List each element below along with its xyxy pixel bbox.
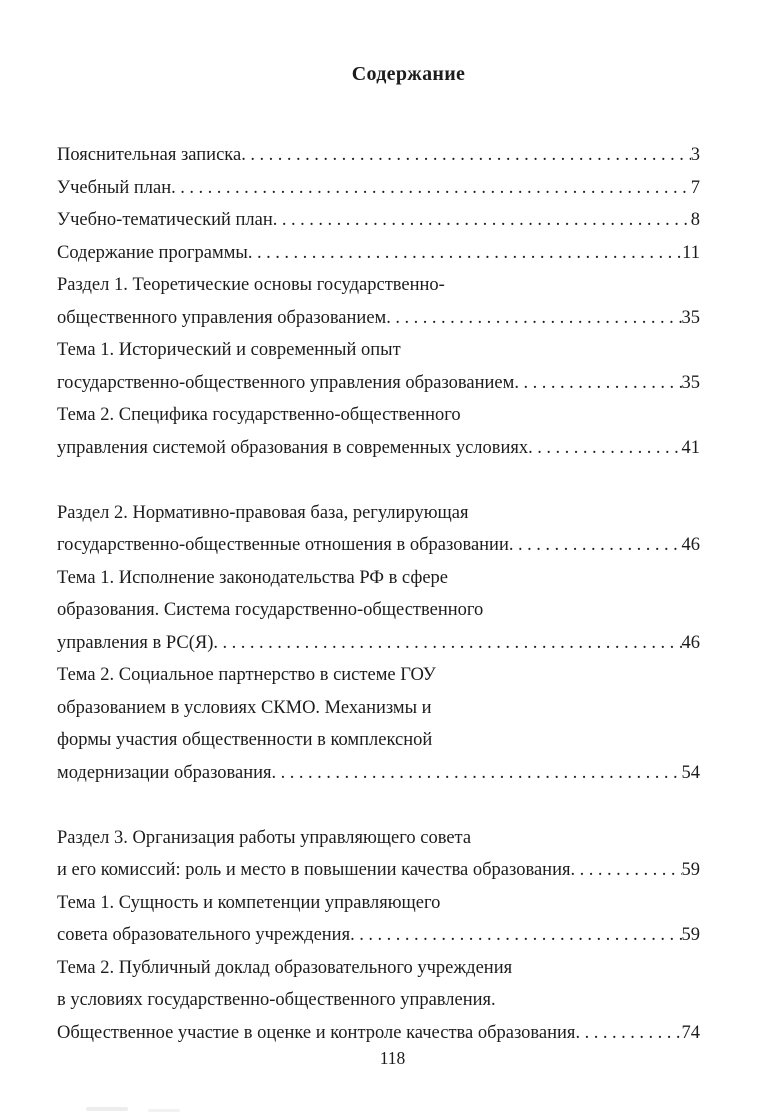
page-title: Содержание bbox=[351, 63, 466, 85]
toc-entry bbox=[57, 659, 700, 692]
toc-spacer bbox=[57, 789, 700, 822]
toc-entry bbox=[57, 334, 700, 367]
toc-dot-leader bbox=[213, 627, 681, 660]
toc-entry bbox=[57, 529, 700, 562]
toc-entry-text: Пояснительная записка bbox=[57, 145, 242, 165]
toc-entry bbox=[57, 854, 700, 887]
toc-entry bbox=[57, 269, 700, 302]
toc-entry bbox=[57, 984, 700, 1017]
toc-entry-text: в условиях государственно-общественного управления. bbox=[57, 990, 496, 1010]
toc-dot-leader bbox=[570, 854, 681, 887]
toc-entry-text: Тема 2. Публичный доклад образовательного учреждения bbox=[57, 957, 513, 978]
toc-entry bbox=[57, 724, 700, 757]
toc-entry-text: управления системой образования в современных условиях bbox=[57, 437, 529, 458]
toc-entry-page: 35 bbox=[681, 372, 700, 393]
toc-entry-text: и его комиссий: роль и место в повышении качества образования bbox=[57, 860, 571, 880]
toc-entry-text: Тема 1. Исторический и современный опыт bbox=[57, 340, 401, 360]
toc-dot-leader bbox=[272, 757, 682, 790]
toc-entry-text: общественного управления образованием bbox=[57, 307, 387, 328]
toc-entry-page: 46 bbox=[681, 535, 700, 555]
toc-entry bbox=[57, 594, 700, 627]
toc-entry bbox=[57, 1017, 700, 1050]
table-of-contents bbox=[57, 139, 700, 1049]
toc-entry-text: Общественное участие в оценке и контроле качества образования bbox=[57, 1022, 576, 1043]
toc-dot-leader bbox=[575, 1017, 681, 1050]
toc-entry-page: 7 bbox=[690, 177, 700, 198]
toc-entry-page: 41 bbox=[681, 437, 700, 458]
toc-dot-leader bbox=[241, 139, 691, 172]
toc-entry-text: образованием в условиях СКМО. Механизмы и bbox=[57, 697, 432, 718]
toc-entry-page: 11 bbox=[682, 242, 700, 263]
toc-entry-text: Раздел 1. Теоретические основы государственно- bbox=[57, 275, 445, 295]
toc-entry-text: образования. Система государственно-общественного bbox=[57, 600, 484, 620]
toc-entry bbox=[57, 627, 700, 660]
toc-entry bbox=[57, 497, 700, 530]
toc-entry-text: Тема 1. Сущность и компетенции управляющего bbox=[57, 892, 441, 913]
toc-entry-text: Содержание программы bbox=[57, 242, 248, 263]
toc-entry-page: 54 bbox=[681, 762, 700, 783]
page-number: 118 bbox=[379, 1048, 406, 1068]
toc-entry-text: модернизации образования bbox=[57, 762, 272, 783]
toc-entry-page: 46 bbox=[681, 632, 700, 653]
toc-entry bbox=[57, 692, 700, 725]
toc-entry-page: 59 bbox=[681, 925, 700, 945]
toc-dot-leader bbox=[528, 432, 681, 465]
toc-spacer bbox=[57, 464, 700, 497]
toc-entry bbox=[57, 887, 700, 920]
toc-entry-text: управления в РС(Я) bbox=[57, 632, 214, 653]
toc-entry bbox=[57, 172, 700, 205]
toc-dot-leader bbox=[386, 302, 681, 335]
toc-entry-text: Учебно-тематический план bbox=[57, 210, 273, 230]
toc-entry-text: Учебный план bbox=[57, 177, 172, 198]
scan-artifact bbox=[148, 1109, 180, 1112]
toc-dot-leader bbox=[350, 919, 681, 952]
toc-entry-text: Тема 1. Исполнение законодательства РФ в сфере bbox=[57, 567, 449, 588]
toc-entry-page: 3 bbox=[690, 145, 700, 165]
toc-entry bbox=[57, 302, 700, 335]
toc-entry-page: 8 bbox=[690, 210, 700, 230]
toc-entry-page: 35 bbox=[681, 307, 700, 328]
toc-entry-text: формы участия общественности в комплексной bbox=[57, 730, 433, 750]
toc-entry bbox=[57, 952, 700, 985]
toc-entry bbox=[57, 757, 700, 790]
toc-entry bbox=[57, 432, 700, 465]
toc-dot-leader bbox=[248, 237, 682, 270]
toc-entry-text: совета образовательного учреждения bbox=[57, 925, 351, 945]
toc-entry-page: 59 bbox=[681, 860, 700, 880]
toc-entry-text: Раздел 2. Нормативно-правовая база, регулирующая bbox=[57, 502, 469, 523]
toc-entry-text: Тема 2. Специфика государственно-общественного bbox=[57, 405, 461, 425]
toc-entry bbox=[57, 822, 700, 855]
toc-dot-leader bbox=[171, 172, 691, 205]
scan-artifact bbox=[86, 1107, 128, 1111]
toc-entry-text: государственно-общественные отношения в образовании bbox=[57, 535, 509, 555]
toc-entry bbox=[57, 367, 700, 400]
toc-entry bbox=[57, 399, 700, 432]
toc-entry bbox=[57, 139, 700, 172]
toc-entry bbox=[57, 204, 700, 237]
toc-entry-page: 74 bbox=[681, 1022, 700, 1043]
toc-entry-text: Тема 2. Социальное партнерство в системе ГОУ bbox=[57, 665, 436, 685]
toc-dot-leader bbox=[514, 367, 681, 400]
toc-entry bbox=[57, 237, 700, 270]
toc-entry-text: Раздел 3. Организация работы управляющего совета bbox=[57, 827, 472, 848]
toc-dot-leader bbox=[273, 204, 691, 237]
toc-entry bbox=[57, 562, 700, 595]
toc-entry bbox=[57, 919, 700, 952]
toc-entry-text: государственно-общественного управления образованием bbox=[57, 372, 515, 393]
toc-dot-leader bbox=[509, 529, 682, 562]
